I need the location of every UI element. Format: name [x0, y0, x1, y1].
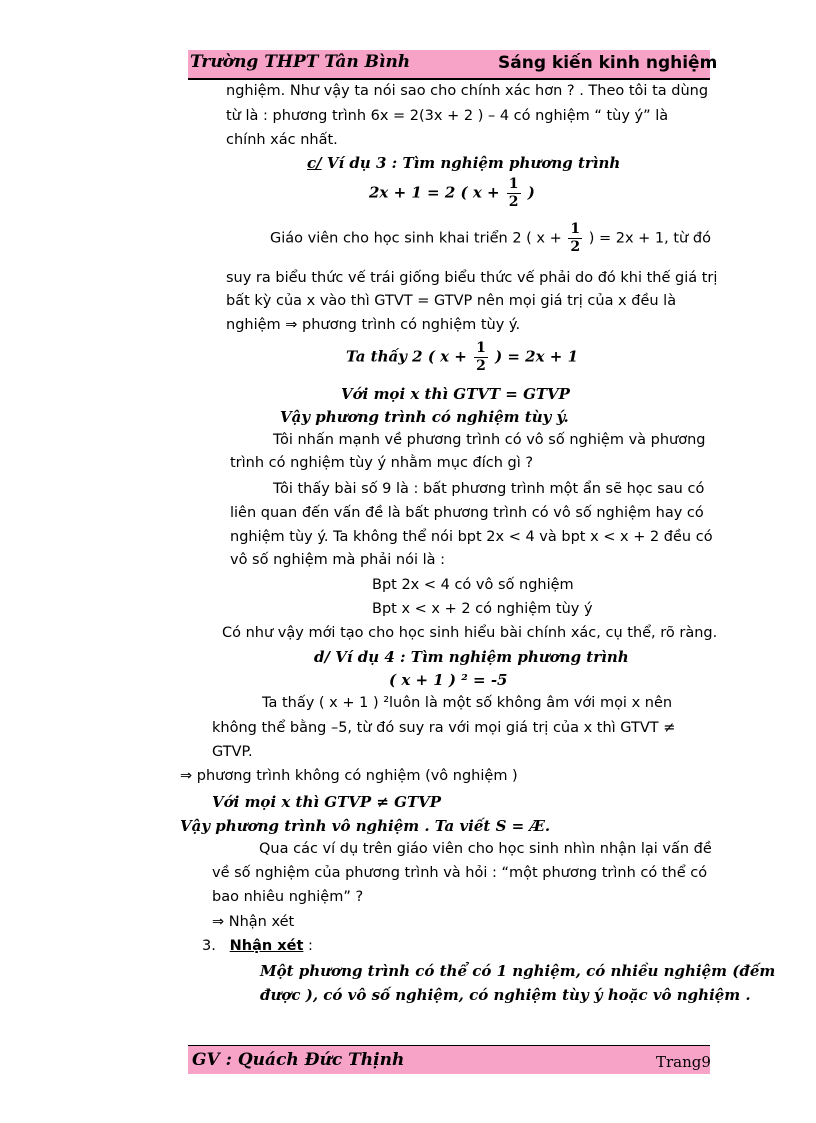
- equation-3: 2x + 1 = 2 ( x + $\frac{1}{2}$ ): [369, 176, 535, 210]
- text-line: chính xác nhất.: [226, 132, 338, 148]
- text-line: nghiệm tùy ý. Ta không thể nói bpt 2x < 4 và bpt x < x + 2 đều có: [230, 529, 713, 545]
- text-line: Tôi nhấn mạnh về phương trình có vô số nghiệm và phương: [273, 432, 706, 448]
- text-line: bất kỳ của x vào thì GTVT = GTVP nên mọi giá trị của x đều là: [226, 293, 677, 309]
- text-line: nghiệm ⇒ phương trình có nghiệm tùy ý.: [226, 317, 521, 333]
- section-3-heading: 3. Nhận xét :: [202, 938, 313, 954]
- header-divider: [188, 78, 710, 80]
- fraction: $\frac{1}{2}$: [570, 221, 581, 255]
- text-line: trình có nghiệm tùy ý nhằm mục đích gì ?: [230, 455, 534, 471]
- footer-author: GV : Quách Đức Thịnh: [192, 1050, 405, 1070]
- text-line: liên quan đến vấn đề là bất phương trình có vô số nghiệm hay có: [230, 505, 704, 521]
- example-3-heading: c/ Ví dụ 3 : Tìm nghiệm phương trình: [307, 154, 621, 172]
- text-line: Tôi thấy bài số 9 là : bất phương trình một ẩn sẽ học sau có: [273, 481, 705, 497]
- statement: Vậy phương trình có nghiệm tùy ý.: [280, 408, 569, 426]
- fraction: $\frac{1}{2}$: [476, 340, 486, 374]
- example-4-heading: d/ Ví dụ 4 : Tìm nghiệm phương trình: [314, 648, 629, 666]
- text-line: ⇒ Nhận xét: [212, 914, 295, 930]
- statement: Với mọi x thì GTVT = GTVP: [341, 385, 570, 403]
- fraction: $\frac{1}{2}$: [508, 176, 519, 210]
- text-line: về số nghiệm của phương trình và hỏi : “một phương trình có thể có: [212, 865, 708, 881]
- ta-thay-equation: Ta thấy 2 ( x + $\frac{1}{2}$ ) = 2x + 1: [346, 340, 579, 374]
- text-line: GTVP.: [212, 744, 253, 760]
- statement: Vậy phương trình vô nghiệm . Ta viết S = Æ.: [180, 817, 551, 835]
- text-line: Bpt x < x + 2 có nghiệm tùy ý: [372, 601, 593, 617]
- text-line: ⇒ phương trình không có nghiệm (vô nghiệm ): [180, 768, 518, 784]
- text-line: từ là : phương trình 6x = 2(3x + 2 ) – 4 có nghiệm “ tùy ý” là: [226, 108, 669, 124]
- text-line: bao nhiêu nghiệm” ?: [212, 889, 364, 905]
- text-line: nghiệm. Như vậy ta nói sao cho chính xác hơn ? . Theo tôi ta dùng: [226, 83, 709, 99]
- text-line: vô số nghiệm mà phải nói là :: [230, 552, 446, 568]
- text-line: Có như vậy mới tạo cho học sinh hiểu bài chính xác, cụ thể, rõ ràng.: [222, 625, 718, 641]
- text-line: không thể bằng –5, từ đó suy ra với mọi giá trị của x thì GTVT ≠: [212, 720, 676, 736]
- text-line: Qua các ví dụ trên giáo viên cho học sinh nhìn nhận lại vấn đề: [259, 841, 712, 857]
- conclusion-line: Một phương trình có thể có 1 nghiệm, có nhiều nghiệm (đếm: [260, 962, 776, 980]
- text-line: suy ra biểu thức vế trái giống biểu thức vế phải do đó khi thế giá trị: [226, 270, 718, 286]
- conclusion-line: được ), có vô số nghiệm, có nghiệm tùy ý hoặc vô nghiệm .: [260, 986, 751, 1004]
- header-school: Trường THPT Tân Bình: [190, 52, 411, 72]
- text-line: Ta thấy ( x + 1 ) ²luôn là một số không âm với mọi x nên: [262, 695, 673, 711]
- text-line: Giáo viên cho học sinh khai triển 2 ( x + $\frac{1}{2}$ ) = 2x + 1, từ đó: [270, 221, 711, 255]
- text-line: Bpt 2x < 4 có vô số nghiệm: [372, 577, 574, 593]
- page-number: Trang9: [656, 1053, 711, 1071]
- header-title: Sáng kiến kinh nghiệm: [498, 53, 718, 73]
- statement: Với mọi x thì GTVP ≠ GTVP: [212, 793, 442, 811]
- equation-4: ( x + 1 ) ² = -5: [389, 671, 508, 689]
